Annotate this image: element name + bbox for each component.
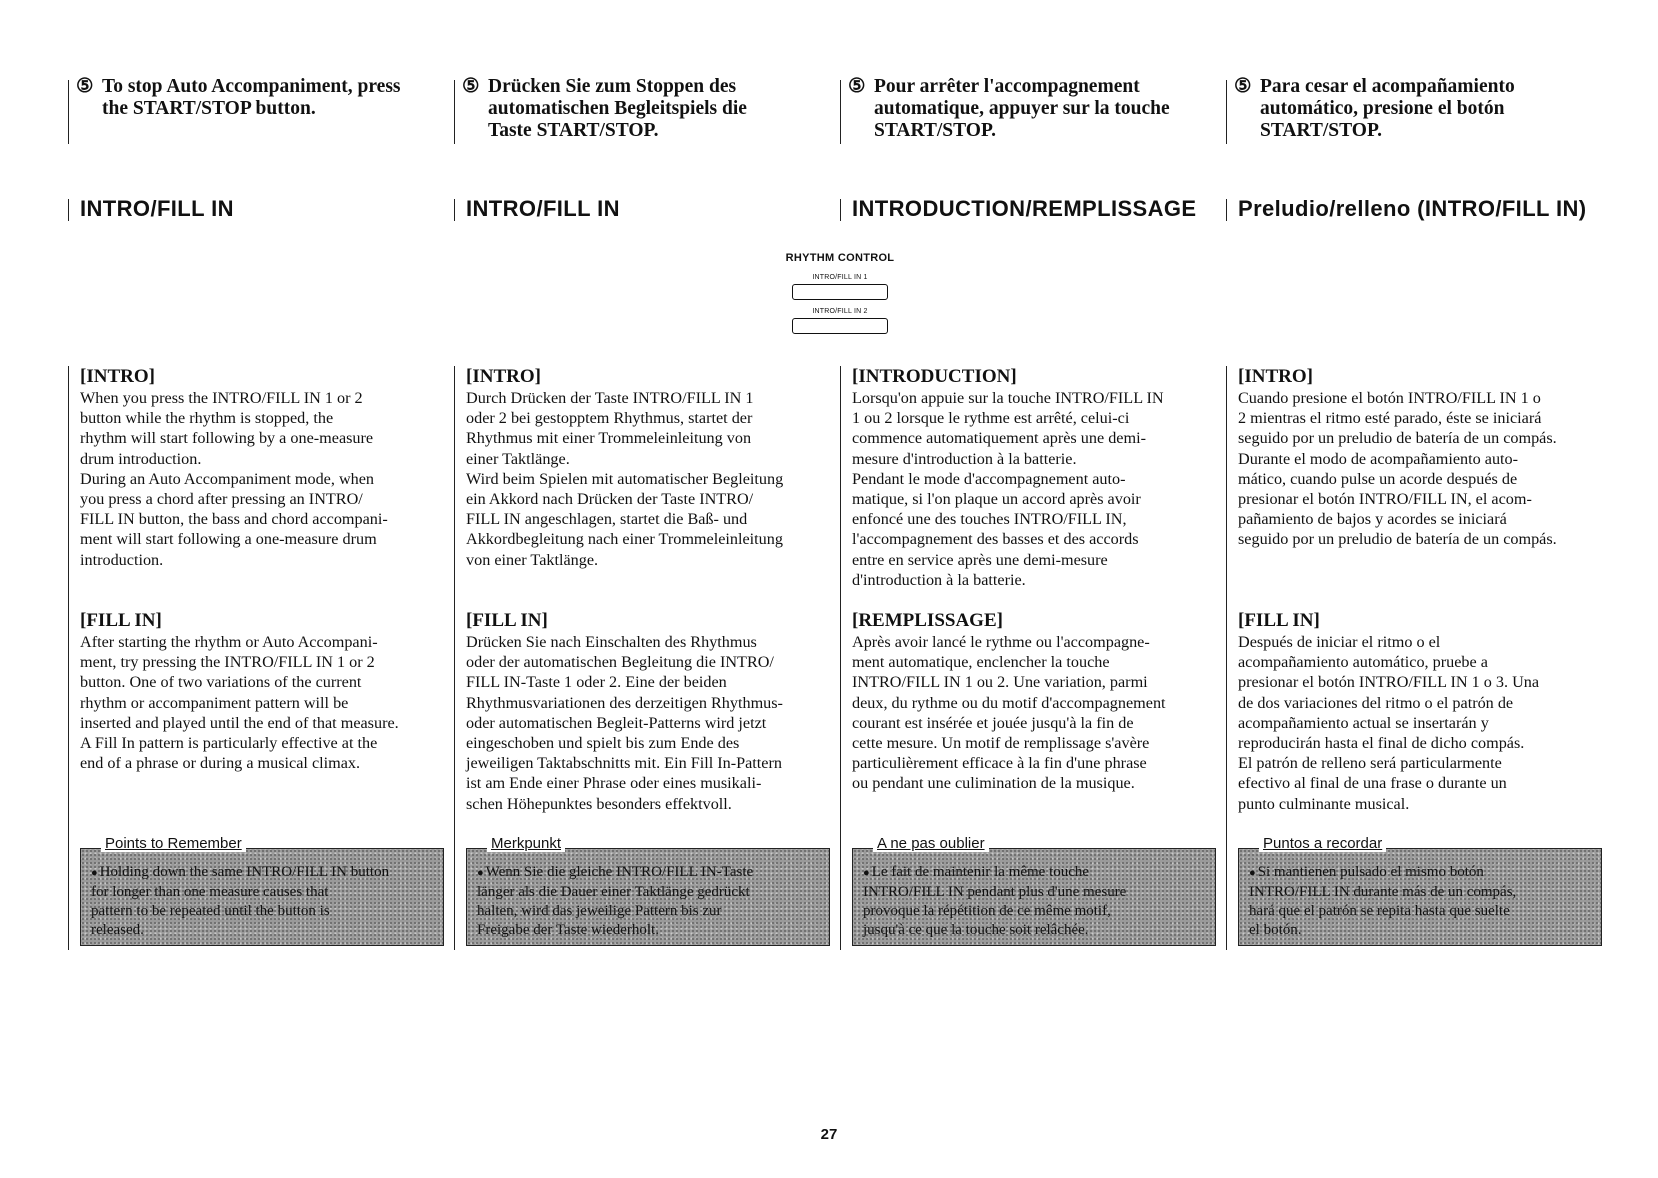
intro-line: Pendant le mode d'accompagnement auto- <box>852 469 1126 488</box>
remember-line: provoque la répétition de ce même motif, <box>863 903 1111 919</box>
remember-line: el botón. <box>1249 922 1302 938</box>
fill-section <box>466 610 826 814</box>
fill-line: cette mesure. Un motif de remplissage s'avère <box>852 734 1150 753</box>
fill-line: punto culminante musical. <box>1238 794 1410 813</box>
remember-line: ● Le fait de maintenir la même touche <box>863 863 1205 883</box>
intro-line: Durch Drücken der Taste INTRO/FILL IN 1 <box>466 389 754 407</box>
intro-line: einer Taktlänge. <box>466 449 570 468</box>
remember-line: hará que el patrón se repita hasta que suelte <box>1249 903 1510 919</box>
fill-title: [REMPLISSAGE] <box>852 610 1003 631</box>
remember-line: INTRO/FILL IN pendant plus d'une mesure <box>863 884 1127 900</box>
step-line: automatique, appuyer sur la touche <box>874 98 1170 119</box>
intro-line: During an Auto Accompaniment mode, when <box>80 469 375 488</box>
step-number: ⑤ <box>1234 76 1252 97</box>
intro-title: [INTRO] <box>80 366 155 387</box>
intro-line: Rhythmus mit einer Trommeleinleitung von <box>466 429 752 448</box>
intro-line: button while the rhythm is stopped, the <box>80 409 334 428</box>
fill-line: Après avoir lancé le rythme ou l'accompagne- <box>852 633 1150 651</box>
step-line: To stop Auto Accompaniment, press <box>102 76 401 97</box>
fill-line: acompañamiento actual se insertarán y <box>1238 713 1489 732</box>
fill-line: A Fill In pattern is particularly effective at the <box>80 734 378 753</box>
step-line: automatischen Begleitspiels die <box>488 98 747 119</box>
remember-line: for longer than one measure causes that <box>91 884 329 900</box>
fill-line: eingeschoben und spielt bis zum Ende des <box>466 734 740 753</box>
fill-line: ment automatique, enclencher la touche <box>852 653 1110 672</box>
column-english <box>68 0 438 1178</box>
points-to-remember-box <box>466 835 830 946</box>
fill-title: [FILL IN] <box>466 610 548 631</box>
intro-line: When you press the INTRO/FILL IN 1 or 2 <box>80 389 363 407</box>
intro-fill-2-label: INTRO/FILL IN 2 <box>812 308 868 315</box>
intro-line: introduction. <box>80 550 164 569</box>
fill-line: After starting the rhythm or Auto Accompani- <box>80 633 378 651</box>
remember-line: released. <box>91 922 144 938</box>
intro-line: Lorsqu'on appuie sur la touche INTRO/FILL IN <box>852 389 1164 407</box>
column-rule <box>840 366 841 950</box>
step-5 <box>454 76 826 142</box>
fill-line: FILL IN-Taste 1 oder 2. Eine der beiden <box>466 673 727 692</box>
fill-line: button. One of two variations of the current <box>80 673 362 692</box>
intro-line: you press a chord after pressing an INTRO/ <box>80 490 363 509</box>
intro-line: d'introduction à la batterie. <box>852 570 1026 589</box>
intro-line: ein Akkord nach Drücken der Taste INTRO/ <box>466 490 754 509</box>
fill-line: reproducirán hasta el final de dicho compás. <box>1238 734 1525 753</box>
intro-fill-2-button-illustration <box>792 318 888 334</box>
intro-fill-1-button-illustration <box>792 284 888 300</box>
column-rule <box>1226 366 1227 950</box>
column-french <box>840 0 1210 1178</box>
remember-line: pattern to be repeated until the button is <box>91 903 330 919</box>
fill-line: Rhythmusvariationen des derzeitigen Rhythmus- <box>466 693 783 712</box>
remember-line: INTRO/FILL IN durante más de un compás, <box>1249 884 1517 900</box>
step-line: the START/STOP button. <box>102 98 316 119</box>
intro-line: seguido por un preludio de batería de un compás. <box>1238 530 1557 549</box>
fill-section <box>1238 610 1598 814</box>
points-to-remember-box <box>80 835 444 946</box>
fill-title: [FILL IN] <box>1238 610 1320 631</box>
intro-line: FILL IN angeschlagen, startet die Baß- und <box>466 510 748 529</box>
intro-line: matique, si l'on plaque un accord après avoir <box>852 490 1141 509</box>
intro-title: [INTRO] <box>1238 366 1313 387</box>
intro-line: Durante el modo de acompañamiento auto- <box>1238 449 1519 468</box>
section-heading: INTRO/FILL IN <box>68 196 234 222</box>
remember-line: ● Wenn Sie die gleiche INTRO/FILL IN-Taste <box>477 863 819 883</box>
remember-title: Puntos a recordar <box>1259 835 1386 852</box>
remember-line: Freigabe der Taste wiederholt. <box>477 922 659 938</box>
intro-title: [INTRO] <box>466 366 541 387</box>
remember-line: halten, wird das jeweilige Pattern bis zur <box>477 903 722 919</box>
intro-line: mático, cuando pulse un acorde después de <box>1238 469 1518 488</box>
step-line: Pour arrêter l'accompagnement <box>874 76 1140 97</box>
intro-line: oder 2 bei gestopptem Rhythmus, startet der <box>466 409 753 428</box>
points-to-remember-box <box>852 835 1216 946</box>
rhythm-control-diagram <box>760 252 920 334</box>
fill-line: schen Höhepunktes besonders effektvoll. <box>466 794 732 813</box>
fill-line: deux, du rythme ou du motif d'accompagnement <box>852 693 1166 712</box>
remember-line: länger als die Dauer einer Taktlänge gedrückt <box>477 884 750 900</box>
intro-line: entre en service après une demi-mesure <box>852 550 1108 569</box>
step-number: ⑤ <box>848 76 866 97</box>
step-5 <box>1226 76 1598 142</box>
step-number: ⑤ <box>462 76 480 97</box>
fill-line: presionar el botón INTRO/FILL IN 1 o 3. Una <box>1238 673 1540 692</box>
remember-line: ● Si mantienen pulsado el mismo botón <box>1249 863 1591 883</box>
fill-line: acompañamiento automático, pruebe a <box>1238 653 1488 672</box>
intro-line: seguido por un preludio de batería de un compás. <box>1238 429 1557 448</box>
step-line: START/STOP. <box>874 120 996 141</box>
intro-line: mesure d'introduction à la batterie. <box>852 449 1077 468</box>
intro-section <box>80 366 440 570</box>
intro-line: Wird beim Spielen mit automatischer Begleitung <box>466 469 784 488</box>
step-number: ⑤ <box>76 76 94 97</box>
fill-line: end of a phrase or during a musical climax. <box>80 754 361 773</box>
fill-line: courant est insérée et jouée jusqu'à la fin de <box>852 713 1134 732</box>
fill-line: efectivo al final de una frase o durante un <box>1238 774 1507 793</box>
fill-line: El patrón de relleno será particularmente <box>1238 754 1502 773</box>
section-heading: INTRODUCTION/REMPLISSAGE <box>840 196 1197 222</box>
fill-line: ment, try pressing the INTRO/FILL IN 1 or 2 <box>80 653 375 672</box>
intro-line: ment will start following a one-measure drum <box>80 530 377 549</box>
remember-line: ● Holding down the same INTRO/FILL IN button <box>91 863 433 883</box>
fill-line: rhythm or accompaniment pattern will be <box>80 693 349 712</box>
step-5 <box>68 76 440 120</box>
intro-line: l'accompagnement des basses et des accords <box>852 530 1139 549</box>
fill-section <box>852 610 1212 794</box>
fill-line: oder automatischen Begleit-Patterns wird jetzt <box>466 713 767 732</box>
intro-line: 2 mientras el ritmo esté parado, éste se iniciará <box>1238 409 1542 428</box>
intro-section <box>852 366 1212 590</box>
fill-line: de dos variaciones del ritmo o el patrón de <box>1238 693 1514 712</box>
step-line: Taste START/STOP. <box>488 120 659 141</box>
intro-line: enfoncé une des touches INTRO/FILL IN, <box>852 510 1127 529</box>
step-line: START/STOP. <box>1260 120 1382 141</box>
rhythm-control-title: RHYTHM CONTROL <box>785 252 895 264</box>
step-5 <box>840 76 1212 142</box>
intro-line: Cuando presione el botón INTRO/FILL IN 1 o <box>1238 389 1541 407</box>
intro-line: Akkordbegleitung nach einer Trommeleinleitung <box>466 530 783 549</box>
intro-line: drum introduction. <box>80 449 202 468</box>
step-line: Para cesar el acompañamiento <box>1260 76 1515 97</box>
fill-line: INTRO/FILL IN 1 ou 2. Une variation, parmi <box>852 673 1148 692</box>
fill-line: oder der automatischen Begleitung die INTRO/ <box>466 653 774 672</box>
fill-section <box>80 610 440 773</box>
intro-line: commence automatiquement après une demi- <box>852 429 1146 448</box>
column-spanish <box>1226 0 1596 1178</box>
section-heading: INTRO/FILL IN <box>454 196 620 222</box>
points-to-remember-box <box>1238 835 1602 946</box>
intro-line: von einer Taktlänge. <box>466 550 599 569</box>
intro-line: pañamiento de bajos y acordes se iniciará <box>1238 510 1507 529</box>
intro-line: 1 ou 2 lorsque le rythme est arrêté, celui-ci <box>852 409 1130 428</box>
intro-fill-1-label: INTRO/FILL IN 1 <box>812 274 868 281</box>
fill-title: [FILL IN] <box>80 610 162 631</box>
step-line: Drücken Sie zum Stoppen des <box>488 76 737 97</box>
column-rule <box>68 366 69 950</box>
intro-line: rhythm will start following by a one-measure <box>80 429 374 448</box>
page-number: 27 <box>820 1126 838 1143</box>
remember-title: A ne pas oublier <box>873 835 989 852</box>
remember-title: Merkpunkt <box>487 835 565 852</box>
remember-line: jusqu'à ce que la touche soit relâchée. <box>863 922 1089 938</box>
fill-line: Drücken Sie nach Einschalten des Rhythmus <box>466 633 757 651</box>
fill-line: ou pendant une culimination de la musique. <box>852 774 1135 793</box>
fill-line: jeweiligen Taktabschnitts mit. Ein Fill In-Pattern <box>466 754 782 773</box>
step-line: automático, presione el botón <box>1260 98 1505 119</box>
fill-line: inserted and played until the end of that measure. <box>80 713 399 732</box>
intro-section <box>466 366 826 570</box>
fill-line: Después de iniciar el ritmo o el <box>1238 633 1441 651</box>
remember-title: Points to Remember <box>101 835 246 852</box>
intro-line: presionar el botón INTRO/FILL IN, el acom- <box>1238 490 1532 509</box>
fill-line: ist am Ende einer Phrase oder eines musikali- <box>466 774 762 793</box>
intro-line: FILL IN button, the bass and chord accompani- <box>80 510 388 529</box>
column-german <box>454 0 824 1178</box>
fill-line: particulièrement efficace à la fin d'une phrase <box>852 754 1147 773</box>
section-heading: Preludio/relleno (INTRO/FILL IN) <box>1226 196 1587 222</box>
intro-section <box>1238 366 1598 550</box>
column-rule <box>454 366 455 950</box>
intro-title: [INTRODUCTION] <box>852 366 1017 387</box>
